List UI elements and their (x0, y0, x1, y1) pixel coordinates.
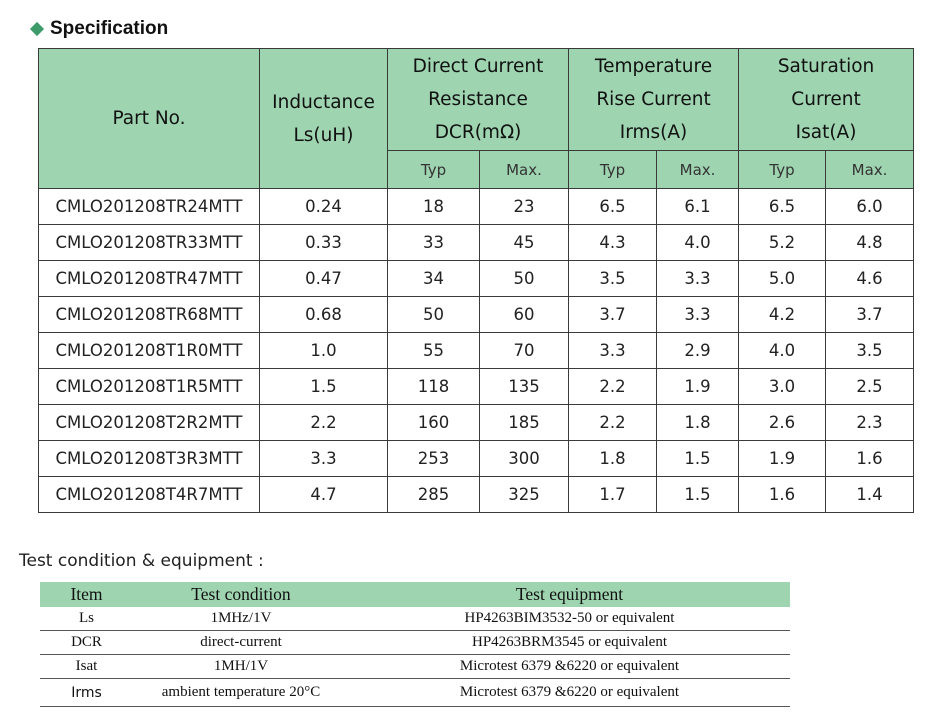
spec-header-row (39, 49, 914, 151)
cell-dcr-max: 45 (480, 225, 569, 261)
test-cell-item: Irms (40, 679, 133, 707)
cell-part-no: CMLO201208T2R2MTT (39, 405, 260, 441)
header-isat: Saturation Current Isat(A) (739, 49, 914, 151)
test-cell-item: Isat (40, 655, 133, 679)
header-part-no: Part No. (39, 49, 260, 189)
cell-isat-max: 1.6 (826, 441, 914, 477)
cell-dcr-max: 50 (480, 261, 569, 297)
cell-dcr-typ: 55 (388, 333, 480, 369)
subheader-isat-max: Max. (826, 151, 914, 189)
test-cell-condition: ambient temperature 20°C (133, 679, 349, 707)
subheader-irms-max: Max. (657, 151, 739, 189)
cell-dcr-max: 23 (480, 189, 569, 225)
cell-isat-typ: 5.0 (739, 261, 826, 297)
cell-isat-typ: 4.0 (739, 333, 826, 369)
diamond-bullet-icon (30, 22, 44, 36)
cell-isat-max: 3.7 (826, 297, 914, 333)
cell-inductance: 0.33 (260, 225, 388, 261)
cell-dcr-max: 60 (480, 297, 569, 333)
cell-isat-max: 6.0 (826, 189, 914, 225)
header-irms: Temperature Rise Current Irms(A) (569, 49, 739, 151)
subheader-dcr-max: Max. (480, 151, 569, 189)
subheader-irms-typ: Typ (569, 151, 657, 189)
test-cell-item: Ls (40, 607, 133, 631)
test-cell-equipment: Microtest 6379 &6220 or equivalent (349, 679, 790, 707)
cell-dcr-max: 300 (480, 441, 569, 477)
cell-inductance: 0.47 (260, 261, 388, 297)
cell-part-no: CMLO201208TR47MTT (39, 261, 260, 297)
test-row (40, 679, 790, 707)
cell-isat-max: 2.5 (826, 369, 914, 405)
cell-inductance: 3.3 (260, 441, 388, 477)
cell-part-no: CMLO201208TR24MTT (39, 189, 260, 225)
cell-part-no: CMLO201208T1R5MTT (39, 369, 260, 405)
cell-inductance: 2.2 (260, 405, 388, 441)
table-row (39, 477, 914, 513)
header-inductance: Inductance Ls(uH) (260, 49, 388, 189)
test-condition-table (40, 582, 790, 707)
test-section-title: Test condition & equipment : (19, 551, 264, 571)
cell-dcr-typ: 160 (388, 405, 480, 441)
test-cell-item: DCR (40, 631, 133, 655)
table-row (39, 189, 914, 225)
test-row (40, 655, 790, 679)
cell-isat-typ: 6.5 (739, 189, 826, 225)
cell-isat-max: 3.5 (826, 333, 914, 369)
cell-irms-typ: 2.2 (569, 405, 657, 441)
cell-isat-typ: 4.2 (739, 297, 826, 333)
cell-dcr-typ: 50 (388, 297, 480, 333)
subheader-isat-typ: Typ (739, 151, 826, 189)
subheader-dcr-typ: Typ (388, 151, 480, 189)
test-cell-equipment: HP4263BIM3532-50 or equivalent (349, 607, 790, 631)
test-row (40, 607, 790, 631)
cell-irms-max: 2.9 (657, 333, 739, 369)
cell-irms-max: 1.8 (657, 405, 739, 441)
cell-isat-typ: 2.6 (739, 405, 826, 441)
cell-irms-typ: 1.7 (569, 477, 657, 513)
test-cell-equipment: Microtest 6379 &6220 or equivalent (349, 655, 790, 679)
cell-inductance: 1.5 (260, 369, 388, 405)
cell-isat-max: 4.6 (826, 261, 914, 297)
cell-irms-typ: 3.5 (569, 261, 657, 297)
table-row (39, 297, 914, 333)
table-row (39, 261, 914, 297)
cell-dcr-typ: 253 (388, 441, 480, 477)
cell-irms-max: 1.5 (657, 477, 739, 513)
test-row (40, 631, 790, 655)
cell-isat-max: 1.4 (826, 477, 914, 513)
specification-table (38, 48, 914, 513)
table-row (39, 225, 914, 261)
cell-dcr-max: 325 (480, 477, 569, 513)
cell-inductance: 0.68 (260, 297, 388, 333)
cell-inductance: 1.0 (260, 333, 388, 369)
cell-irms-typ: 2.2 (569, 369, 657, 405)
cell-irms-typ: 1.8 (569, 441, 657, 477)
test-header-equipment: Test equipment (349, 582, 790, 607)
test-cell-condition: 1MH/1V (133, 655, 349, 679)
section-title: Specification (50, 18, 169, 39)
cell-part-no: CMLO201208T4R7MTT (39, 477, 260, 513)
cell-irms-typ: 4.3 (569, 225, 657, 261)
cell-dcr-max: 185 (480, 405, 569, 441)
table-row (39, 333, 914, 369)
cell-part-no: CMLO201208T3R3MTT (39, 441, 260, 477)
table-row (39, 405, 914, 441)
cell-irms-max: 6.1 (657, 189, 739, 225)
cell-irms-typ: 6.5 (569, 189, 657, 225)
cell-isat-typ: 3.0 (739, 369, 826, 405)
cell-dcr-typ: 34 (388, 261, 480, 297)
cell-dcr-max: 135 (480, 369, 569, 405)
cell-inductance: 4.7 (260, 477, 388, 513)
table-row (39, 369, 914, 405)
table-row (39, 441, 914, 477)
test-cell-equipment: HP4263BRM3545 or equivalent (349, 631, 790, 655)
cell-part-no: CMLO201208T1R0MTT (39, 333, 260, 369)
cell-irms-typ: 3.3 (569, 333, 657, 369)
header-dcr: Direct Current Resistance DCR(mΩ) (388, 49, 569, 151)
test-header-row (40, 582, 790, 607)
cell-dcr-typ: 33 (388, 225, 480, 261)
test-header-condition: Test condition (133, 582, 349, 607)
cell-part-no: CMLO201208TR68MTT (39, 297, 260, 333)
section-heading (32, 18, 168, 40)
cell-isat-typ: 5.2 (739, 225, 826, 261)
cell-part-no: CMLO201208TR33MTT (39, 225, 260, 261)
cell-irms-max: 3.3 (657, 261, 739, 297)
test-cell-condition: 1MHz/1V (133, 607, 349, 631)
cell-irms-max: 4.0 (657, 225, 739, 261)
test-cell-condition: direct-current (133, 631, 349, 655)
cell-dcr-typ: 118 (388, 369, 480, 405)
cell-irms-max: 3.3 (657, 297, 739, 333)
cell-irms-max: 1.5 (657, 441, 739, 477)
test-header-item: Item (40, 582, 133, 607)
cell-irms-max: 1.9 (657, 369, 739, 405)
cell-dcr-typ: 285 (388, 477, 480, 513)
cell-dcr-max: 70 (480, 333, 569, 369)
cell-inductance: 0.24 (260, 189, 388, 225)
cell-dcr-typ: 18 (388, 189, 480, 225)
cell-irms-typ: 3.7 (569, 297, 657, 333)
cell-isat-max: 4.8 (826, 225, 914, 261)
cell-isat-typ: 1.6 (739, 477, 826, 513)
cell-isat-max: 2.3 (826, 405, 914, 441)
cell-isat-typ: 1.9 (739, 441, 826, 477)
